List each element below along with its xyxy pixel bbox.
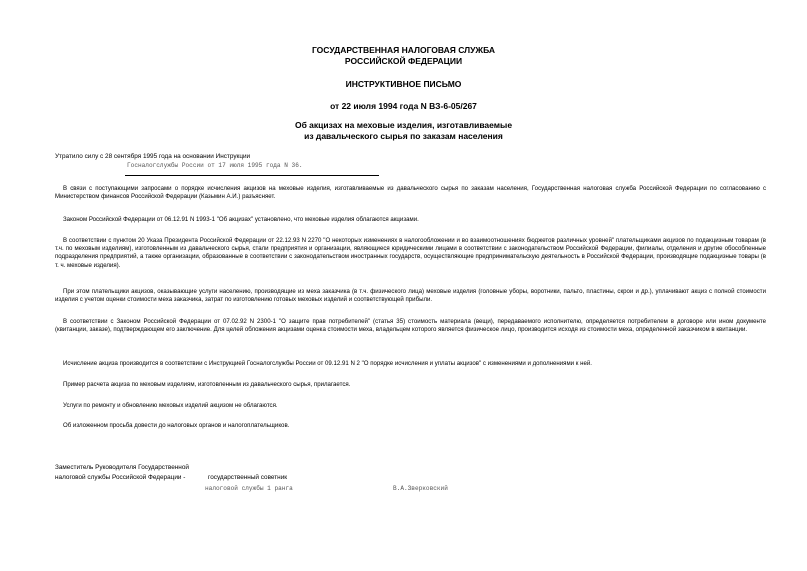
paragraph-7: Пример расчета акциза по меховым изделиям, изготовленным из давальческого сырья, прилагается. <box>63 381 351 388</box>
document-subject-line2: из давальческого сырья по заказам населения <box>304 131 503 141</box>
status-note-underline <box>125 175 379 176</box>
paragraph-1: В связи с поступающими запросами о порядке исчисления акцизов на меховые изделия, изготавливаемые из давальческого сырья по заказам населения, Государственная налоговая служба Российской Федерации по согласованию с Министерством финансов Российской Федерации (Казьмин А.И.) разъясняет. <box>55 185 766 201</box>
signatory-name: В.А.Зверковский <box>393 485 448 492</box>
document-date-number: от 22 июля 1994 года N ВЗ-6-05/267 <box>330 101 477 111</box>
agency-title-line1: ГОСУДАРСТВЕННАЯ НАЛОГОВАЯ СЛУЖБА <box>311 45 496 55</box>
paragraph-4: При этом плательщики акцизов, оказывающие услуги населению, производящие из меха заказчика (в т.ч. физического лица) меховые изделия (головные уборы, воротники, пальто, пластины, скрои и др.), уплачивают акциз с полной стоимости изделия с учетом оценки стоимости меха заказчика, затрат по изготовлению готовых меховых изделий и соответствующей прибыли. <box>55 288 766 304</box>
signature-title-line1: Заместитель Руководителя Государственной <box>55 464 189 471</box>
paragraph-8: Услуги по ремонту и обновлению меховых изделий акцизом не облагаются. <box>63 402 278 409</box>
document-subject-line1: Об акцизах на меховые изделия, изготавливаемые <box>294 120 513 130</box>
paragraph-6: Исчисление акциза производится в соответствии с Инструкцией Госналогслужбы России от 09.12.91 N 2 "О порядке исчисления и уплаты акцизов" с изменениями и дополнениями к ней. <box>63 360 592 367</box>
paragraph-9: Об изложенном просьба довести до налоговых органов и налогоплательщиков. <box>63 422 290 429</box>
status-note-line2: Госналогслужбы России от 17 июля 1995 года N 36. <box>127 162 303 169</box>
signature-rank: государственный советник <box>208 474 288 481</box>
signature-rank-line: налоговой службы 1 ранга <box>205 485 293 492</box>
paragraph-2: Законом Российской Федерации от 06.12.91 N 1993-1 "Об акцизах" установлено, что меховые изделия облагаются акцизами. <box>63 216 419 223</box>
paragraph-5: В соответствии с Законом Российской Федерации от 07.02.92 N 2300-1 "О защите прав потребителей" (статья 35) стоимость материала (вещи), передаваемого исполнителю, определяется потребителем в договоре или ином документе (квитанции, заказе), подтверждающем его заключение. Для целей обложения акцизами оценка стоимости меха, владельцем которого является физическое лицо, производится исходя из стоимости меха, определенной заказчиком в квитанции. <box>55 318 766 334</box>
agency-title-line2: РОССИЙСКОЙ ФЕДЕРАЦИИ <box>344 56 463 66</box>
signature-title-line2: налоговой службы Российской Федерации - <box>55 474 186 481</box>
paragraph-3: В соответствии с пунктом 20 Указа Президента Российской Федерации от 22.12.93 N 2270 "О некоторых изменениях в налогообложении и во взаимоотношениях бюджетов различных уровней" плательщиками акцизов по подакцизным товарам (в т.ч. по меховым изделиям), изготовленным из давальческого сырья, стали предприятия и организации, являющиеся юридическими лицами в соответствии с законодательством Российской Федерации, филиалы, отделения и другие обособленные подразделения предприятий, а также организации, образованные в соответствии с законодательством иностранных государств, осуществляющие предпринимательскую деятельность в Российской Федерации, производящие подакцизные товары (в т. ч. меховые изделия). <box>55 237 766 269</box>
document-type: ИНСТРУКТИВНОЕ ПИСЬМО <box>345 79 462 89</box>
status-note-line1: Утратило силу с 28 сентября 1995 года на основании Инструкции <box>55 153 251 160</box>
